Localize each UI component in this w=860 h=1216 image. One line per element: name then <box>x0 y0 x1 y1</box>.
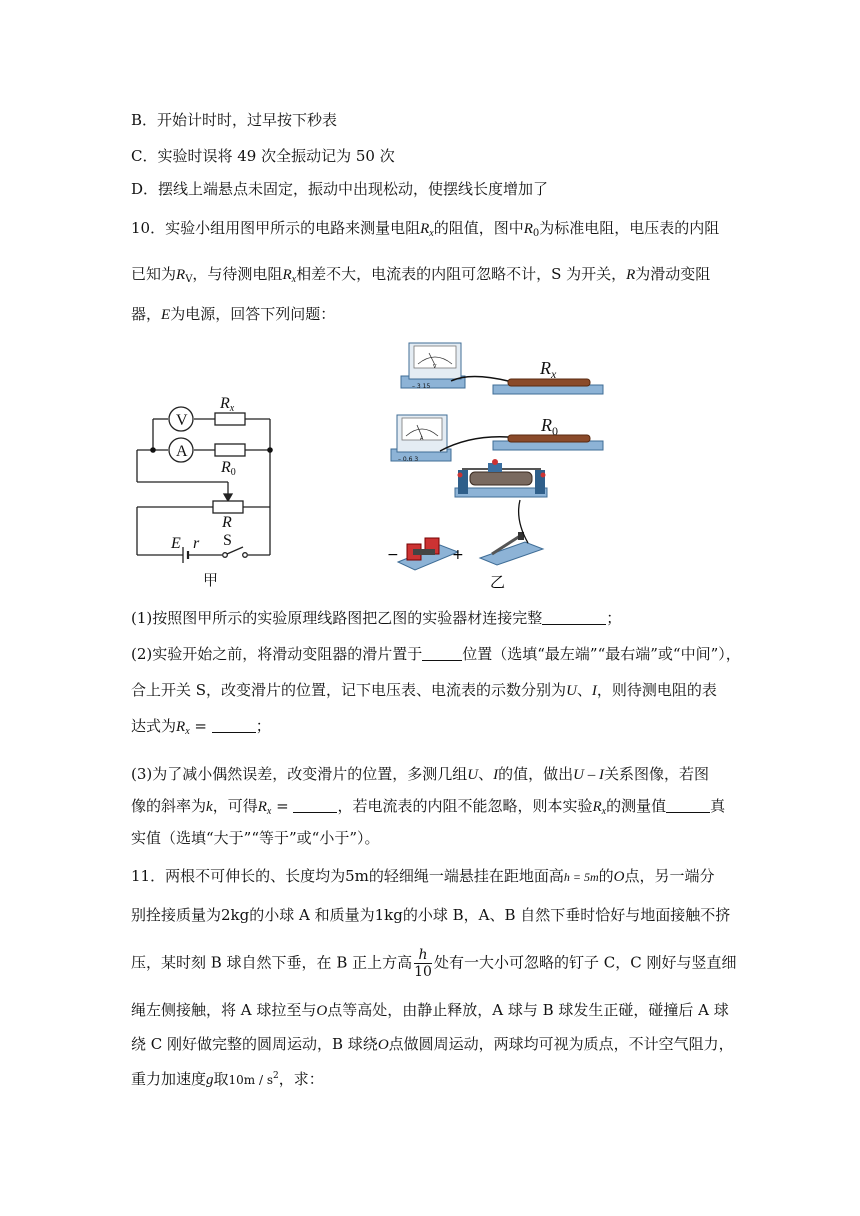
am-face-label: A <box>420 436 424 442</box>
q11-line-2: 别拴接质量为2kg的小球 A 和质量为1kg的小球 B，A、B 自然下垂时恰好与地面接触不挤 <box>131 906 731 924</box>
rheostat-device <box>455 459 547 497</box>
yi-r0-label: $R_0$ <box>541 415 558 438</box>
q10-line-3: 器，E为电源，回答下列问题： <box>131 305 336 323</box>
figure-jia-circuit <box>137 407 270 563</box>
q11-line-5: 绕 C 刚好做完整的圆周运动，B 球绕O点做圆周运动，两球均可视为质点，不计空气阻力， <box>131 1035 734 1053</box>
jia-rx-label: Rx <box>220 395 235 414</box>
q10-part-3-line-1: (3)为了减小偶然误差，改变滑片的位置，多测几组U、I的值，做出U – I关系图像，若图 <box>131 765 709 783</box>
jia-s-label: S <box>223 532 232 549</box>
figure-yi-apparatus <box>387 343 603 591</box>
q10-part-3-line-2: 像的斜率为k，可得$R_x$ = ，若电流表的内阻不能忽略，则本实验$R_x$的测量值 真 <box>131 797 726 817</box>
blank-4[interactable] <box>293 798 337 813</box>
battery-plus: + <box>452 547 464 563</box>
voltmeter-label: V <box>176 412 188 429</box>
q10-part-2-line-3: 达式为$R_x$ = ； <box>131 717 271 737</box>
q11-line-1: 11．两根不可伸长的、长度均为5m的轻细绳一端悬挂在距地面高h = 5m的O点，另一端分 <box>131 867 715 885</box>
option-d: D．摆线上端悬点未固定，振动中出现松动，使摆线长度增加了 <box>131 180 549 198</box>
node-right <box>267 447 273 453</box>
voltmeter-device <box>401 343 465 390</box>
battery-device <box>398 538 458 570</box>
circuit-figures <box>0 0 860 600</box>
blank-5[interactable] <box>666 798 710 813</box>
vm-face-label: V <box>433 364 437 370</box>
yi-caption: 乙 <box>490 573 506 591</box>
q11-line-3: 压，某时刻 B 球自然下垂，在 B 正上方高 $\frac{h}{10}$ 处有一大小可忽略的钉子 C，C 刚好与竖直细 <box>131 947 737 980</box>
node-left <box>150 447 156 453</box>
switch-device <box>480 532 543 565</box>
q10-part-1: (1)按照图甲所示的实验原理线路图把乙图的实验器材连接完整 ； <box>131 609 622 627</box>
blank-3[interactable] <box>212 718 256 733</box>
fraction-h-over-10: $\frac{h}{10}$ <box>414 947 432 980</box>
option-c: C．实验时误将 49 次全振动记为 50 次 <box>131 147 395 165</box>
q10-part-2-line-2: 合上开关 S，改变滑片的位置，记下电压表、电流表的示数分别为U、I，则待测电阻的表 <box>131 681 717 699</box>
vm-terminals: – 3 15 <box>412 383 431 390</box>
jia-r0-label: R0 <box>221 459 236 478</box>
jia-caption: 甲 <box>203 571 219 589</box>
am-terminals: – 0.6 3 <box>398 456 419 463</box>
option-b: B．开始计时时，过早按下秒表 <box>131 111 338 129</box>
q10-line-2: 已知为$R_V$，与待测电阻$R_x$相差不大，电流表的内阻可忽略不计，S 为开关，R为滑动变阻 <box>131 265 711 285</box>
q10-part-2-line-1: (2)实验开始之前，将滑动变阻器的滑片置于 位置（选填“最左端”“最右端”或“中间”）， <box>131 645 741 663</box>
blank-1[interactable] <box>542 610 606 625</box>
q10-part-3-line-3: 实值（选填“大于”“等于”或“小于”）。 <box>131 829 380 847</box>
q10-line-1: 10．实验小组用图甲所示的电路来测量电阻$R_x$的阻值，图中$R_0$为标准电阻，电压表的内阻 <box>131 219 720 239</box>
jia-r-label: R <box>222 514 232 531</box>
ammeter-label: A <box>176 443 188 460</box>
ammeter-device <box>391 415 451 463</box>
battery-minus: − <box>387 547 399 563</box>
yi-rx-label: $R_x$ <box>540 358 557 381</box>
jia-r-internal-label: r <box>193 535 200 552</box>
jia-e-label: E <box>171 535 181 552</box>
q11-line-6: 重力加速度g取$10m / s^2$，求： <box>131 1070 324 1088</box>
blank-2[interactable] <box>422 646 462 661</box>
q11-line-4: 绳左侧接触，将 A 球拉至与O点等高处，由静止释放，A 球与 B 球发生正碰，碰撞后 A 球 <box>131 1001 729 1019</box>
